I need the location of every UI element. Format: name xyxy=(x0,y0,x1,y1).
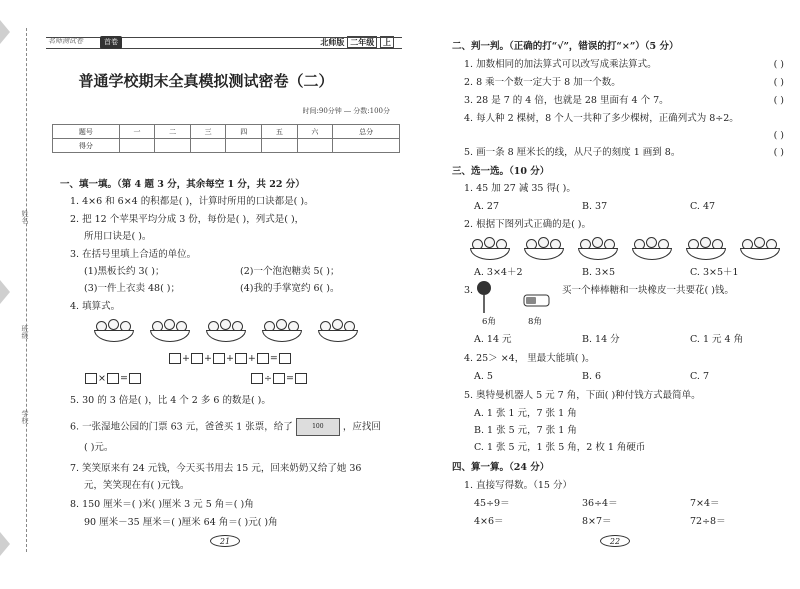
choice-3-text: 买一个棒棒糖和一块橡皮一共要花( )钱。 xyxy=(562,285,734,296)
banknote-icon xyxy=(296,418,340,436)
calc-item[interactable]: 72÷8＝ xyxy=(690,516,726,527)
question-8b: 90 厘米－35 厘米＝( )厘米 64 角＝( )元( )角 xyxy=(84,517,278,528)
brand-logo: 名师测试卷 xyxy=(48,37,83,45)
question-2: 2. 把 12 个苹果平均分成 3 份，每份是( )，列式是( )， xyxy=(70,214,305,225)
notch xyxy=(0,20,10,44)
table-cell: 题号 xyxy=(53,125,120,139)
school-label: 学校 xyxy=(21,410,29,424)
page-number: 21 xyxy=(210,535,240,547)
option[interactable]: C. 47 xyxy=(690,201,716,212)
calc-item[interactable]: 45÷9＝ xyxy=(474,498,510,509)
question-3: 3. 在括号里填上合适的单位。 xyxy=(70,249,197,260)
operator: ÷ xyxy=(264,373,272,384)
edition-label xyxy=(320,36,394,49)
question-6-text: 6. 一张湿地公园的门票 63 元，爸爸买 1 张票，给了 xyxy=(70,421,293,433)
answer-box[interactable] xyxy=(213,353,225,364)
answer-box[interactable] xyxy=(107,373,119,384)
answer-box[interactable] xyxy=(129,373,141,384)
question-6-text-end: ，应找回 xyxy=(342,421,381,433)
grade: 二年级 xyxy=(347,36,377,48)
choice-2: 2. 根据下图列式正确的是( )。 xyxy=(464,219,592,230)
judge-3: 3. 28 是 7 的 4 倍，也就是 28 里面有 4 个 7。 xyxy=(464,95,669,106)
option[interactable]: A. 3×4＋2 xyxy=(474,267,523,278)
section-1-heading: 一、填一填。（第 4 题 3 分，其余每空 1 分，共 22 分） xyxy=(60,179,305,190)
fruit-tray-icon xyxy=(686,236,726,262)
calc-item[interactable]: 7×4＝ xyxy=(690,498,720,509)
judge-1: 1. 加数相同的加法算式可以改写成乘法算式。 xyxy=(464,59,657,70)
option[interactable]: A. 27 xyxy=(474,201,499,212)
answer-box[interactable] xyxy=(257,353,269,364)
question-7: 7. 笑笑原来有 24 元钱，今天买书用去 15 元，回来奶奶又给了她 36 xyxy=(70,463,362,474)
answer-box[interactable] xyxy=(251,373,263,384)
division-equation xyxy=(250,372,308,385)
option[interactable]: C. 1 张 5 元，1 张 5 角，2 枚 1 角硬币 xyxy=(474,442,646,453)
class-label: 班级 xyxy=(21,325,29,339)
time-score: 时间:90分钟 ― 分数:100分 xyxy=(302,107,390,115)
answer-paren[interactable]: ( ) xyxy=(773,147,784,158)
answer-paren[interactable]: ( ) xyxy=(773,59,784,70)
option[interactable]: A. 5 xyxy=(474,371,493,382)
option[interactable]: C. 3×5＋1 xyxy=(690,267,739,278)
table-cell: 四 xyxy=(226,125,262,139)
answer-box[interactable] xyxy=(279,353,291,364)
table-cell: 得分 xyxy=(53,139,120,153)
table-row xyxy=(53,139,400,153)
table-cell: 二 xyxy=(155,125,191,139)
fruit-tray-icon xyxy=(740,236,780,262)
option[interactable]: B. 3×5 xyxy=(582,267,616,278)
option[interactable]: B. 6 xyxy=(582,371,602,382)
question-3a: (1)黑板长约 3( )； xyxy=(84,266,165,277)
table-cell[interactable] xyxy=(226,139,262,153)
answer-paren[interactable]: ( ) xyxy=(773,77,784,88)
operator: + xyxy=(247,353,256,364)
question-3b: (2)一个泡泡糖卖 5( )； xyxy=(240,266,340,277)
calc-item[interactable]: 8×7＝ xyxy=(582,516,612,527)
table-row xyxy=(53,125,400,139)
score-table xyxy=(52,124,400,153)
page-number: 22 xyxy=(600,535,630,547)
fruit-tray-icon xyxy=(318,318,358,344)
fruit-tray-icon xyxy=(524,236,564,262)
operator: + xyxy=(182,353,190,364)
choice-4: 4. 25＞ ×4， 里最大能填( )。 xyxy=(464,353,595,364)
option[interactable]: B. 14 分 xyxy=(582,334,620,345)
choice-5: 5. 奥特曼机器人 5 元 7 角，下面( )种付钱方式最简单。 xyxy=(464,390,701,401)
answer-paren[interactable]: ( ) xyxy=(773,95,784,106)
table-cell[interactable] xyxy=(262,139,298,153)
table-cell: 六 xyxy=(297,125,333,139)
question-6 xyxy=(70,418,381,436)
binding-strip xyxy=(0,20,40,560)
option[interactable]: A. 1 张 1 元，7 张 1 角 xyxy=(474,408,577,419)
question-8a: 8. 150 厘米＝( )米( )厘米 3 元 5 角＝( )角 xyxy=(70,499,254,510)
calc-item[interactable]: 4×6＝ xyxy=(474,516,504,527)
judge-4: 4. 每人种 2 棵树，8 个人一共种了多少棵树，正确列式为 8÷2。 xyxy=(464,113,739,124)
notch xyxy=(0,532,10,556)
fruit-tray-icon xyxy=(632,236,672,262)
answer-box[interactable] xyxy=(85,373,97,384)
edition: 北师版 xyxy=(320,37,345,47)
option[interactable]: B. 1 张 5 元，7 张 1 角 xyxy=(474,425,577,436)
table-cell: 三 xyxy=(190,125,226,139)
eraser-icon xyxy=(522,292,552,310)
fruit-tray-icon xyxy=(94,318,134,344)
choice-1: 1. 45 加 27 减 35 得( )。 xyxy=(464,183,576,194)
addition-equation xyxy=(168,352,292,365)
lollipop-icon xyxy=(474,280,496,314)
section-4-heading: 四、算一算。（24 分） xyxy=(452,462,550,473)
full-score: 分数:100分 xyxy=(353,107,390,115)
fruit-tray-icon xyxy=(206,318,246,344)
calc-item[interactable]: 36÷4＝ xyxy=(582,498,618,509)
answer-box[interactable] xyxy=(191,353,203,364)
table-cell[interactable] xyxy=(333,139,400,153)
choice-3: 3. xyxy=(464,285,474,296)
option[interactable]: A. 14 元 xyxy=(474,334,512,345)
answer-box[interactable] xyxy=(295,373,307,384)
name-label: 姓名 xyxy=(21,210,29,224)
banknote-value: 100 xyxy=(312,423,324,430)
question-5: 5. 30 的 3 倍是( )，比 4 个 2 多 6 的数是( )。 xyxy=(70,395,271,406)
question-3d: (4)我的手掌宽约 6( )。 xyxy=(240,283,340,294)
table-cell[interactable] xyxy=(190,139,226,153)
series-mark: 首卷 xyxy=(100,36,122,49)
binding-line xyxy=(26,28,27,552)
time-limit: 时间:90分钟 xyxy=(302,107,342,115)
page-title: 普通学校期末全真模拟测试密卷（二） xyxy=(78,72,334,90)
fruit-tray-icon xyxy=(262,318,302,344)
question-4: 4. 填算式。 xyxy=(70,301,121,312)
term: 上 xyxy=(380,36,394,48)
table-cell: 一 xyxy=(119,125,155,139)
table-cell[interactable] xyxy=(155,139,191,153)
answer-box[interactable] xyxy=(235,353,247,364)
question-3c: (3)一件上衣卖 48( )； xyxy=(84,283,180,294)
fruit-tray-icon xyxy=(150,318,190,344)
operator: = xyxy=(269,353,278,364)
fruit-tray-icon xyxy=(578,236,618,262)
option[interactable]: C. 7 xyxy=(690,371,710,382)
answer-box[interactable] xyxy=(169,353,181,364)
notch xyxy=(0,280,10,304)
option[interactable]: B. 37 xyxy=(582,201,608,212)
right-page xyxy=(412,0,800,589)
price-eraser: 8角 xyxy=(528,317,542,327)
operator: + xyxy=(225,353,234,364)
operator: × xyxy=(98,373,106,384)
table-cell[interactable] xyxy=(297,139,333,153)
question-2-cont: 所用口诀是( )。 xyxy=(84,231,152,242)
calc-heading: 1. 直接写得数。（15 分） xyxy=(464,480,572,491)
table-cell: 总分 xyxy=(333,125,400,139)
answer-box[interactable] xyxy=(273,373,285,384)
table-cell[interactable] xyxy=(119,139,155,153)
section-2-heading: 二、判一判。（正确的打“√”，错误的打“×”）（5 分） xyxy=(452,41,679,52)
multiplication-equation xyxy=(84,372,142,385)
question-6-cont: ( )元。 xyxy=(84,442,114,453)
option[interactable]: C. 1 元 4 角 xyxy=(690,334,744,345)
operator: = xyxy=(119,373,128,384)
price-candy: 6角 xyxy=(482,317,496,327)
operator: + xyxy=(203,353,212,364)
operator: = xyxy=(285,373,294,384)
question-7-cont: 元，笑笑现在有( )元钱。 xyxy=(84,480,190,491)
judge-2: 2. 8 乘一个数一定大于 8 加一个数。 xyxy=(464,77,621,88)
question-1: 1. 4×6 和 6×4 的积都是( )，计算时所用的口诀都是( )。 xyxy=(70,196,314,207)
judge-5: 5. 画一条 8 厘米长的线，从尺子的刻度 1 画到 8。 xyxy=(464,147,681,158)
table-cell: 五 xyxy=(262,125,298,139)
fruit-tray-icon xyxy=(470,236,510,262)
section-3-heading: 三、选一选。（10 分） xyxy=(452,166,550,177)
answer-paren[interactable]: ( ) xyxy=(773,130,784,141)
